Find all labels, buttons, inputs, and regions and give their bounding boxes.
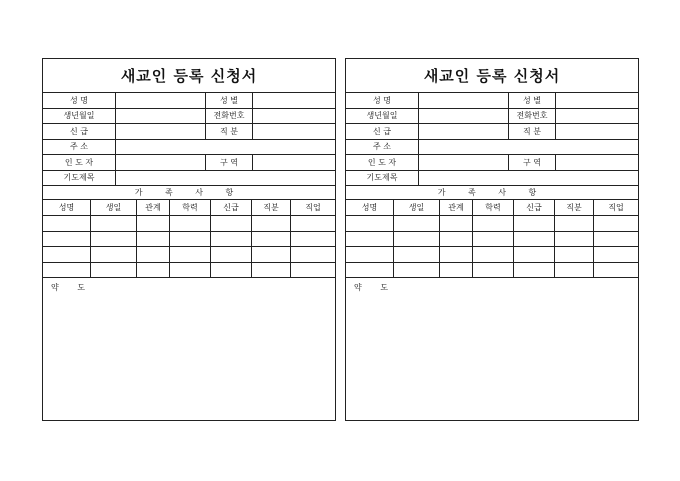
label-name: 성 명 bbox=[373, 95, 391, 105]
label-guide: 인 도 자 bbox=[367, 157, 397, 167]
label-phone: 전화번호 bbox=[213, 111, 245, 121]
input-gender[interactable] bbox=[556, 93, 638, 108]
row-guide-district bbox=[346, 155, 638, 171]
form-title: 새교인 등록 신청서 bbox=[346, 59, 638, 93]
input-address[interactable] bbox=[116, 140, 335, 155]
col-job: 직업 bbox=[608, 203, 624, 212]
table-row[interactable] bbox=[43, 232, 335, 248]
label-district: 구 역 bbox=[220, 157, 238, 167]
col-relation: 관계 bbox=[448, 203, 464, 212]
input-phone[interactable] bbox=[556, 109, 638, 124]
input-position[interactable] bbox=[253, 124, 335, 139]
col-faith: 신급 bbox=[223, 203, 239, 212]
input-prayer[interactable] bbox=[116, 171, 335, 186]
row-faith-position bbox=[346, 124, 638, 140]
input-birth[interactable] bbox=[419, 109, 508, 124]
map-sketch-area[interactable] bbox=[346, 278, 638, 398]
input-faith[interactable] bbox=[419, 124, 508, 139]
table-row[interactable] bbox=[346, 232, 638, 248]
col-position: 직분 bbox=[263, 203, 279, 212]
table-row[interactable] bbox=[43, 263, 335, 279]
row-prayer bbox=[43, 171, 335, 187]
map-sketch-label: 약 도 bbox=[51, 283, 93, 292]
table-row[interactable] bbox=[346, 216, 638, 232]
family-table-header bbox=[43, 200, 335, 216]
label-gender: 성 별 bbox=[523, 95, 541, 105]
row-prayer bbox=[346, 171, 638, 187]
row-birth-phone bbox=[346, 109, 638, 125]
input-position[interactable] bbox=[556, 124, 638, 139]
row-faith-position bbox=[43, 124, 335, 140]
input-district[interactable] bbox=[253, 155, 335, 170]
label-faith: 신 급 bbox=[373, 126, 391, 136]
col-job: 직업 bbox=[305, 203, 321, 212]
form-title: 새교인 등록 신청서 bbox=[43, 59, 335, 93]
row-guide-district bbox=[43, 155, 335, 171]
col-position: 직분 bbox=[566, 203, 582, 212]
input-guide[interactable] bbox=[419, 155, 508, 170]
col-birthday: 생일 bbox=[408, 203, 425, 212]
input-gender[interactable] bbox=[253, 93, 335, 108]
input-phone[interactable] bbox=[253, 109, 335, 124]
label-birth: 생년월일 bbox=[63, 111, 95, 121]
col-education: 학력 bbox=[182, 203, 198, 212]
registration-form-right bbox=[345, 58, 639, 421]
label-position: 직 분 bbox=[523, 126, 541, 136]
label-birth: 생년월일 bbox=[366, 111, 398, 121]
label-gender: 성 별 bbox=[220, 95, 238, 105]
label-name: 성 명 bbox=[70, 95, 88, 105]
map-sketch-label: 약 도 bbox=[354, 283, 396, 292]
input-prayer[interactable] bbox=[419, 171, 638, 186]
label-phone: 전화번호 bbox=[516, 111, 548, 121]
registration-form-left bbox=[42, 58, 336, 421]
input-faith[interactable] bbox=[116, 124, 205, 139]
input-guide[interactable] bbox=[116, 155, 205, 170]
label-guide: 인 도 자 bbox=[64, 157, 94, 167]
input-name[interactable] bbox=[419, 93, 508, 108]
label-address: 주 소 bbox=[373, 142, 391, 152]
col-name: 성명 bbox=[361, 203, 378, 212]
row-name-gender bbox=[346, 93, 638, 109]
label-faith: 신 급 bbox=[70, 126, 88, 136]
col-faith: 신급 bbox=[526, 203, 542, 212]
table-row[interactable] bbox=[43, 247, 335, 263]
col-relation: 관계 bbox=[145, 203, 161, 212]
col-birthday: 생일 bbox=[105, 203, 122, 212]
col-name: 성명 bbox=[58, 203, 75, 212]
label-position: 직 분 bbox=[220, 126, 238, 136]
map-sketch-area[interactable] bbox=[43, 278, 335, 398]
input-birth[interactable] bbox=[116, 109, 205, 124]
table-row[interactable] bbox=[346, 263, 638, 279]
family-section-title: 가 족 사 항 bbox=[346, 186, 638, 200]
family-table-header bbox=[346, 200, 638, 216]
label-address: 주 소 bbox=[70, 142, 88, 152]
col-education: 학력 bbox=[485, 203, 501, 212]
table-row[interactable] bbox=[43, 216, 335, 232]
label-prayer: 기도제목 bbox=[63, 173, 95, 183]
row-address bbox=[346, 140, 638, 156]
input-name[interactable] bbox=[116, 93, 205, 108]
row-name-gender bbox=[43, 93, 335, 109]
input-district[interactable] bbox=[556, 155, 638, 170]
label-district: 구 역 bbox=[523, 157, 541, 167]
family-section-title: 가 족 사 항 bbox=[43, 186, 335, 200]
row-address bbox=[43, 140, 335, 156]
row-birth-phone bbox=[43, 109, 335, 125]
table-row[interactable] bbox=[346, 247, 638, 263]
input-address[interactable] bbox=[419, 140, 638, 155]
label-prayer: 기도제목 bbox=[366, 173, 398, 183]
